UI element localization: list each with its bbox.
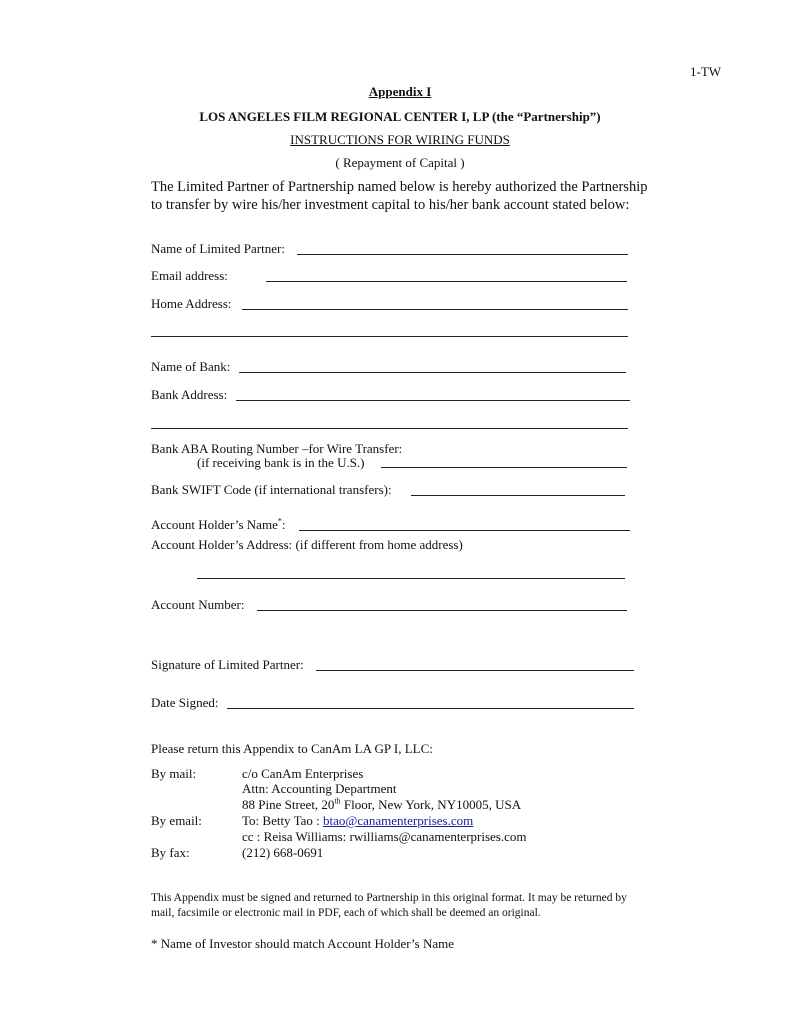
account-number-label: Account Number: <box>151 597 245 612</box>
intro-line-2: to transfer by wire his/her investment capital to his/her bank account stated below: <box>151 197 630 213</box>
email-label: Email address: <box>151 268 228 283</box>
holder-name-asterisk: * <box>277 516 282 526</box>
mail-line-2: Attn: Accounting Department <box>242 781 397 796</box>
email-line[interactable] <box>266 281 627 282</box>
footnote: * Name of Investor should match Account Holder’s Name <box>151 936 455 951</box>
return-heading: Please return this Appendix to CanAm LA GP I, LLC: <box>151 741 433 756</box>
signature-line[interactable] <box>316 670 634 671</box>
bank-name-line[interactable] <box>239 372 626 373</box>
footer-note-line-1: This Appendix must be signed and returned to Partnership in this original format. It may be returned by <box>151 892 627 904</box>
holder-address-line[interactable] <box>197 578 625 579</box>
signature-label: Signature of Limited Partner: <box>151 657 304 672</box>
appendix-title: Appendix I <box>368 84 432 99</box>
mail-line-3 <box>242 797 521 813</box>
bank-address-label: Bank Address: <box>151 387 228 402</box>
intro-text <box>151 178 691 214</box>
name-lp-label: Name of Limited Partner: <box>151 241 285 256</box>
holder-name-line[interactable] <box>299 530 630 531</box>
mail-line-3-pre: 88 Pine Street, 20 <box>242 797 335 812</box>
home-address-label: Home Address: <box>151 296 232 311</box>
mail-line-1: c/o CanAm Enterprises <box>242 766 364 781</box>
swift-label: Bank SWIFT Code (if international transfers): <box>151 482 392 497</box>
instructions-title: INSTRUCTIONS FOR WIRING FUNDS <box>290 132 510 147</box>
swift-line[interactable] <box>411 495 625 496</box>
email-to <box>242 813 473 829</box>
email-to-prefix: To: Betty Tao : <box>242 813 320 828</box>
email-to-link[interactable]: btao@canamenterprises.com <box>323 813 474 828</box>
account-number-line[interactable] <box>257 610 627 611</box>
mail-line-3-sup: th <box>334 796 341 806</box>
holder-name-colon: : <box>281 517 286 532</box>
holder-name-text: Account Holder’s Name <box>151 517 278 532</box>
mail-label: By mail: <box>151 766 197 781</box>
date-signed-label: Date Signed: <box>151 695 219 710</box>
subtitle: ( Repayment of Capital ) <box>335 155 465 170</box>
intro-line-1: The Limited Partner of Partnership named below is hereby authorized the Partnership <box>151 179 648 195</box>
home-address-line[interactable] <box>242 309 628 310</box>
aba-label-1: Bank ABA Routing Number –for Wire Transfer: <box>151 441 403 456</box>
holder-address-label: Account Holder’s Address: (if different from home address) <box>151 537 463 552</box>
page-code: 1-TW <box>690 64 722 79</box>
aba-line[interactable] <box>381 467 627 468</box>
holder-name-label <box>151 517 285 533</box>
bank-address-line[interactable] <box>236 400 630 401</box>
email-method-label: By email: <box>151 813 202 828</box>
fax-number: (212) 668-0691 <box>242 845 324 860</box>
footer-note-line-2: mail, facsimile or electronic mail in PDF, each of which shall be deemed an original. <box>151 907 541 919</box>
name-lp-line[interactable] <box>297 254 628 255</box>
bank-name-label: Name of Bank: <box>151 359 231 374</box>
email-cc: cc : Reisa Williams: rwilliams@canamenterprises.com <box>242 829 527 844</box>
home-address-line-2[interactable] <box>151 336 628 337</box>
aba-label-2: (if receiving bank is in the U.S.) <box>197 455 365 470</box>
entity-title: LOS ANGELES FILM REGIONAL CENTER I, LP (the “Partnership”) <box>199 109 601 124</box>
bank-address-line-2[interactable] <box>151 428 628 429</box>
fax-label: By fax: <box>151 845 190 860</box>
mail-line-3-post: Floor, New York, NY10005, USA <box>340 797 522 812</box>
date-signed-line[interactable] <box>227 708 634 709</box>
